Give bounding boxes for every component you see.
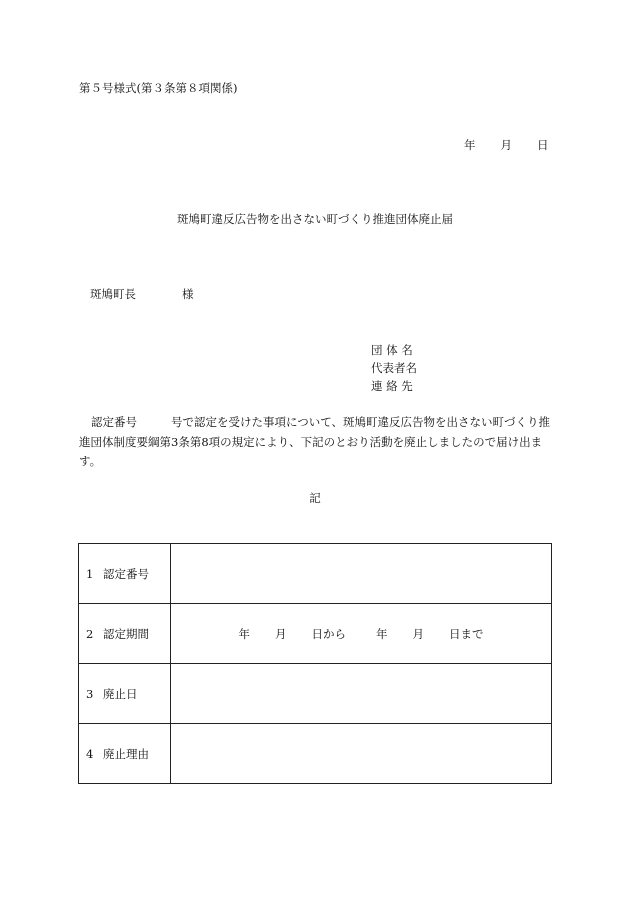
date-line [464,137,549,153]
table-row [79,664,552,724]
form-number: 第５号様式(第３条第８項関係) [79,81,238,95]
document-title: 斑鳩町違反広告物を出さない町づくり推進団体廃止届 [177,212,453,226]
table-row [79,604,552,664]
addressee-name: 斑鳩町長 [90,287,136,301]
row-label: 2 認定期間 [79,604,171,664]
date-month: 月 [500,138,512,152]
representative-label: 代表者名 [371,361,417,375]
certification-period-field[interactable]: 年 月 日から 年 月 日まで [171,604,552,664]
certification-number-field[interactable] [171,544,552,604]
applicant-block [371,341,417,395]
ki-heading: 記 [309,491,321,505]
body-text: 号で認定を受けた事項について、斑鳩町違反広告物を出さない町づくり推進団体制度要綱第3条第8項の規定により、下記のとおり活動を廃止しましたので届け出ます。 [79,415,551,468]
record-table [78,543,552,784]
abolition-reason-field[interactable] [171,724,552,784]
contact-label: 連 絡 先 [371,379,413,393]
body-prefix: 認定番号 [91,415,137,429]
abolition-date-field[interactable] [171,664,552,724]
row-label: 1 認定番号 [79,544,171,604]
date-year: 年 [464,138,476,152]
group-name-label: 団 体 名 [371,343,413,357]
table-row [79,544,552,604]
table-row [79,724,552,784]
row-label: 3 廃止日 [79,664,171,724]
addressee [90,286,194,302]
row-label: 4 廃止理由 [79,724,171,784]
body-paragraph [79,413,555,472]
addressee-honorific: 様 [182,287,194,301]
date-day: 日 [537,138,549,152]
